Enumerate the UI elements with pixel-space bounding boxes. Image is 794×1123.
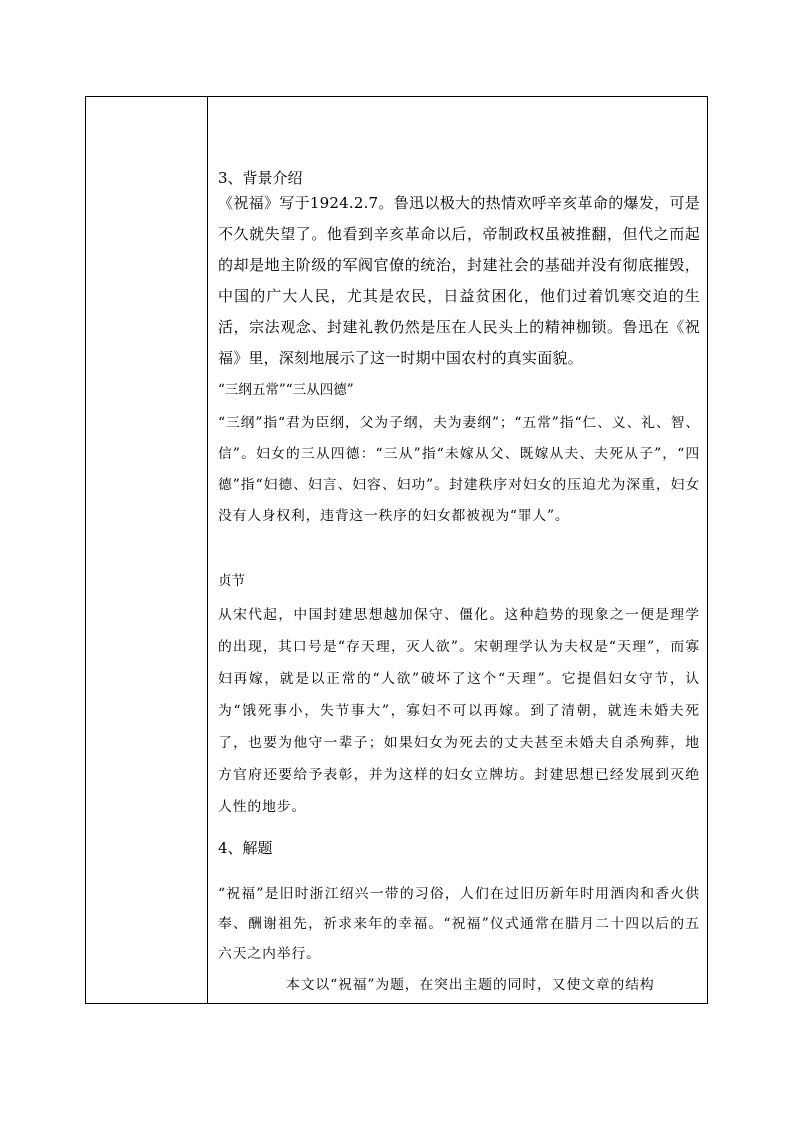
table-left-column bbox=[86, 97, 208, 1003]
content-table bbox=[85, 96, 708, 1004]
section3-background-paragraph: 《祝福》写于1924.2.7。鲁迅以极大的热情欢呼辛亥革命的爆发，可是不久就失望了。他看到辛亥革命以后，帝制政权虽被推翻，但代之而起的却是地主阶级的军阀官僚的统治，封建社会的基础并没有彻底摧毁，中国的广大人民，尤其是农民，日益贫困化，他们过着饥寒交迫的生活，宗法观念、封建礼教仍然是压在人民头上的精神枷锁。鲁迅在《祝福》里，深刻地展示了这一时期中国农村的真实面貌。 bbox=[218, 194, 700, 367]
zhenjie-paragraph: 从宋代起，中国封建思想越加保守、僵化。这种趋势的现象之一便是理学的出现，其口号是“存天理，灭人欲”。宋朝理学认为夫权是“天理”，而寡妇再嫁，就是以正常的“人欲”破坏了这个“天理”。它提倡妇女守节，认为“饿死事小，失节事大”，寡妇不可以再嫁。到了清朝，就连未婚夫死了，也要为他守一辈子；如果妇女为死去的丈夫甚至未婚夫自杀殉葬，地方官府还要给予表彰，并为这样的妇女立牌坊。封建思想已经发展到灭绝人性的地步。 bbox=[218, 607, 700, 815]
section4-heading: 4、解题 bbox=[218, 839, 273, 857]
jieti-paragraph-2: 本文以“祝福”为题，在突出主题的同时，又使文章的结构 bbox=[286, 977, 655, 993]
sangang-wuchang-subheading: “三纲五常”“三从四德” bbox=[218, 382, 354, 398]
sangang-wuchang-paragraph: “三纲”指“君为臣纲，父为子纲，夫为妻纲”；“五常”指“仁、义、礼、智、信”。妇女的三从四德：“三从”指“未嫁从父、既嫁从夫、夫死从子”，“四德”指“妇德、妇言、妇容、妇功”。封建秩序对妇女的压迫尤为深重，妇女没有人身权利，违背这一秩序的妇女都被视为“罪人”。 bbox=[218, 415, 700, 524]
jieti-paragraph: “祝福”是旧时浙江绍兴一带的习俗，人们在过旧历新年时用酒肉和香火供奉、酬谢祖先，祈求来年的幸福。“祝福”仪式通常在腊月二十四以后的五六天之内举行。 bbox=[218, 886, 700, 962]
section3-heading: 3、背景介绍 bbox=[218, 169, 303, 187]
zhenjie-subheading: 贞节 bbox=[218, 573, 245, 589]
